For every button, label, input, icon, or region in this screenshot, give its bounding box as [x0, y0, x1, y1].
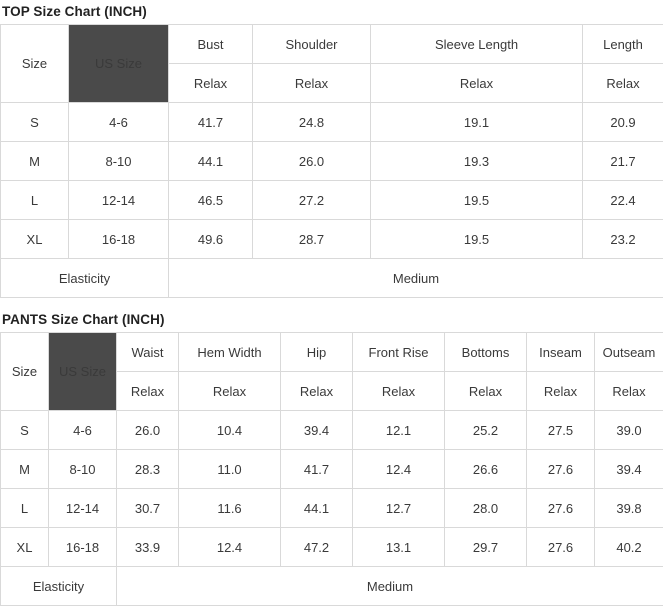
table-row: [1, 181, 663, 220]
top-row-sleeve-length: 19.5: [371, 220, 583, 259]
top-row-sleeve-length: 19.5: [371, 181, 583, 220]
top-elasticity-value: Medium: [169, 259, 663, 298]
pants-row-front-rise: 13.1: [353, 528, 445, 567]
top-row-shoulder: 28.7: [253, 220, 371, 259]
top-row-length: 22.4: [583, 181, 663, 220]
pants-elasticity-value: Medium: [117, 567, 663, 606]
top-row-bust: 44.1: [169, 142, 253, 181]
table-row: [1, 411, 663, 450]
pants-row-size: S: [1, 411, 49, 450]
top-row-us-size: 16-18: [69, 220, 169, 259]
table-row: [1, 220, 663, 259]
pants-fit-inseam: Relax: [527, 372, 595, 411]
top-row-length: 20.9: [583, 103, 663, 142]
top-row-size: S: [1, 103, 69, 142]
pants-header-hip: Hip: [281, 333, 353, 372]
pants-row-us-size: 4-6: [49, 411, 117, 450]
top-elasticity-row: [1, 259, 663, 298]
pants-row-waist: 33.9: [117, 528, 179, 567]
pants-header-hem-width: Hem Width: [179, 333, 281, 372]
top-row-us-size: 12-14: [69, 181, 169, 220]
pants-row-us-size: 16-18: [49, 528, 117, 567]
pants-chart-title: PANTS Size Chart (INCH): [0, 308, 663, 332]
pants-row-hip: 41.7: [281, 450, 353, 489]
pants-header-inseam: Inseam: [527, 333, 595, 372]
pants-fit-front-rise: Relax: [353, 372, 445, 411]
pants-row-us-size: 8-10: [49, 450, 117, 489]
pants-row-outseam: 39.4: [595, 450, 663, 489]
pants-row-bottoms: 28.0: [445, 489, 527, 528]
top-row-shoulder: 26.0: [253, 142, 371, 181]
pants-header-bottoms: Bottoms: [445, 333, 527, 372]
pants-row-hem-width: 11.0: [179, 450, 281, 489]
top-elasticity-label: Elasticity: [1, 259, 169, 298]
top-header-bust: Bust: [169, 25, 253, 64]
pants-row-size: XL: [1, 528, 49, 567]
pants-header-us-size: US Size: [49, 333, 117, 411]
pants-fit-outseam: Relax: [595, 372, 663, 411]
pants-row-inseam: 27.6: [527, 450, 595, 489]
pants-header-outseam: Outseam: [595, 333, 663, 372]
top-row-bust: 46.5: [169, 181, 253, 220]
pants-fit-hip: Relax: [281, 372, 353, 411]
top-row-size: XL: [1, 220, 69, 259]
top-fit-shoulder: Relax: [253, 64, 371, 103]
top-size-table-wrapper: [0, 24, 663, 298]
top-chart-title: TOP Size Chart (INCH): [0, 0, 663, 24]
pants-header-size: Size: [1, 333, 49, 411]
pants-row-inseam: 27.6: [527, 528, 595, 567]
pants-elasticity-label: Elasticity: [1, 567, 117, 606]
pants-row-front-rise: 12.7: [353, 489, 445, 528]
top-header-length: Length: [583, 25, 663, 64]
top-row-bust: 41.7: [169, 103, 253, 142]
pants-row-hip: 39.4: [281, 411, 353, 450]
pants-row-hem-width: 11.6: [179, 489, 281, 528]
pants-row-outseam: 39.8: [595, 489, 663, 528]
pants-row-us-size: 12-14: [49, 489, 117, 528]
table-row: [1, 528, 663, 567]
pants-row-bottoms: 25.2: [445, 411, 527, 450]
pants-row-outseam: 40.2: [595, 528, 663, 567]
top-row-us-size: 8-10: [69, 142, 169, 181]
pants-row-hip: 44.1: [281, 489, 353, 528]
top-row-length: 21.7: [583, 142, 663, 181]
top-header-row: [1, 25, 663, 64]
pants-size-table-wrapper: [0, 332, 663, 606]
top-row-sleeve-length: 19.1: [371, 103, 583, 142]
pants-header-front-rise: Front Rise: [353, 333, 445, 372]
pants-row-inseam: 27.5: [527, 411, 595, 450]
pants-row-hip: 47.2: [281, 528, 353, 567]
pants-header-waist: Waist: [117, 333, 179, 372]
top-row-us-size: 4-6: [69, 103, 169, 142]
top-row-size: L: [1, 181, 69, 220]
pants-row-waist: 26.0: [117, 411, 179, 450]
table-row: [1, 450, 663, 489]
pants-row-bottoms: 29.7: [445, 528, 527, 567]
pants-fit-waist: Relax: [117, 372, 179, 411]
top-row-shoulder: 27.2: [253, 181, 371, 220]
table-row: [1, 103, 663, 142]
top-header-shoulder: Shoulder: [253, 25, 371, 64]
pants-row-hem-width: 12.4: [179, 528, 281, 567]
pants-header-row: [1, 333, 663, 372]
pants-row-size: L: [1, 489, 49, 528]
pants-row-bottoms: 26.6: [445, 450, 527, 489]
pants-row-front-rise: 12.1: [353, 411, 445, 450]
pants-row-waist: 30.7: [117, 489, 179, 528]
pants-row-size: M: [1, 450, 49, 489]
top-row-shoulder: 24.8: [253, 103, 371, 142]
top-row-sleeve-length: 19.3: [371, 142, 583, 181]
section-spacer: [0, 298, 663, 308]
top-row-size: M: [1, 142, 69, 181]
pants-row-outseam: 39.0: [595, 411, 663, 450]
pants-row-inseam: 27.6: [527, 489, 595, 528]
top-size-table: [0, 24, 663, 298]
table-row: [1, 142, 663, 181]
pants-row-front-rise: 12.4: [353, 450, 445, 489]
pants-size-table: [0, 332, 663, 606]
top-header-sleeve-length: Sleeve Length: [371, 25, 583, 64]
top-header-us-size: US Size: [69, 25, 169, 103]
pants-fit-bottoms: Relax: [445, 372, 527, 411]
pants-elasticity-row: [1, 567, 663, 606]
pants-fit-hem-width: Relax: [179, 372, 281, 411]
top-fit-length: Relax: [583, 64, 663, 103]
top-header-size: Size: [1, 25, 69, 103]
table-row: [1, 489, 663, 528]
pants-row-hem-width: 10.4: [179, 411, 281, 450]
top-row-length: 23.2: [583, 220, 663, 259]
top-row-bust: 49.6: [169, 220, 253, 259]
top-fit-bust: Relax: [169, 64, 253, 103]
top-fit-sleeve-length: Relax: [371, 64, 583, 103]
pants-row-waist: 28.3: [117, 450, 179, 489]
